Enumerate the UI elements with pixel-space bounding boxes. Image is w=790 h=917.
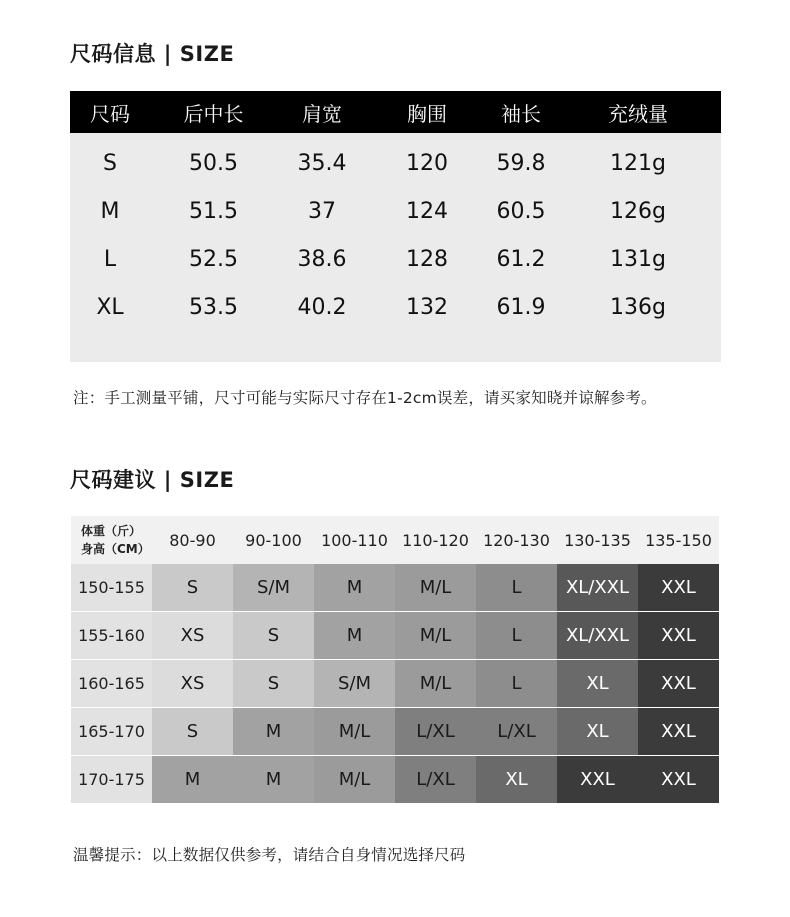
table-row — [71, 660, 719, 708]
header-shoulder: 肩宽 — [302, 101, 342, 126]
fill-weight-cell: 121g — [610, 150, 666, 176]
recommendation-header — [71, 516, 719, 564]
recommended-size-cell: XXL — [638, 756, 719, 803]
measurement-note: 注：手工测量平铺，尺寸可能与实际尺寸存在1-2cm误差，请买家知晓并谅解参考。 — [73, 389, 657, 407]
recommended-size-cell: S — [233, 612, 314, 659]
size-info-title: 尺码信息 | SIZE — [70, 42, 235, 66]
recommended-size-cell: M — [233, 708, 314, 755]
back-length-cell: 53.5 — [189, 294, 238, 320]
chest-cell: 132 — [406, 294, 448, 320]
table-row — [71, 612, 719, 660]
corner-label — [71, 522, 152, 558]
size-cell: M — [100, 198, 120, 224]
header-fill-weight: 充绒量 — [608, 101, 668, 126]
recommended-size-cell: L — [476, 660, 557, 707]
back-length-cell: 52.5 — [189, 246, 238, 272]
recommended-size-cell: M/L — [395, 612, 476, 659]
recommended-size-cell: XS — [152, 660, 233, 707]
sleeve-cell: 60.5 — [496, 198, 546, 224]
recommended-size-cell: XXL — [638, 708, 719, 755]
recommended-size-cell: XS — [152, 612, 233, 659]
sleeve-cell: 59.8 — [496, 150, 546, 176]
recommended-size-cell: XXL — [638, 612, 719, 659]
height-range-cell: 160-165 — [71, 660, 152, 707]
recommended-size-cell: L — [476, 564, 557, 611]
fill-weight-cell: 126g — [610, 198, 666, 224]
size-info-header — [70, 91, 721, 133]
fill-weight-cell: 131g — [610, 246, 666, 272]
tip-note: 温馨提示：以上数据仅供参考，请结合自身情况选择尺码 — [73, 846, 466, 864]
recommended-size-cell: XL — [476, 756, 557, 803]
recommended-size-cell: L — [476, 612, 557, 659]
height-range-cell: 150-155 — [71, 564, 152, 611]
recommended-size-cell: M/L — [395, 660, 476, 707]
recommended-size-cell: S — [233, 660, 314, 707]
recommended-size-cell: XXL — [638, 660, 719, 707]
header-back-length: 后中长 — [183, 101, 244, 126]
height-range-cell: 155-160 — [71, 612, 152, 659]
recommended-size-cell: XL/XXL — [557, 612, 638, 659]
height-axis-label: 身高（CM） — [81, 542, 150, 556]
chest-cell: 120 — [406, 150, 448, 176]
size-info-table — [70, 91, 721, 362]
recommended-size-cell: S/M — [314, 660, 395, 707]
recommended-size-cell: L/XL — [395, 708, 476, 755]
back-length-cell: 51.5 — [189, 198, 238, 224]
weight-header: 110-120 — [402, 530, 469, 550]
recommended-size-cell: S — [152, 564, 233, 611]
weight-header: 135-150 — [645, 530, 712, 550]
recommended-size-cell: L/XL — [395, 756, 476, 803]
table-row — [70, 283, 721, 331]
recommended-size-cell: M/L — [314, 756, 395, 803]
recommended-size-cell: M/L — [314, 708, 395, 755]
recommended-size-cell: XXL — [557, 756, 638, 803]
table-row — [70, 187, 721, 235]
shoulder-cell: 37 — [308, 198, 336, 224]
height-range-cell: 170-175 — [71, 756, 152, 803]
chest-cell: 128 — [406, 246, 448, 272]
back-length-cell: 50.5 — [189, 150, 238, 176]
size-recommendation-table — [71, 516, 719, 804]
recommended-size-cell: XL — [557, 660, 638, 707]
table-row — [70, 139, 721, 187]
recommended-size-cell: XXL — [638, 564, 719, 611]
table-row — [70, 235, 721, 283]
fill-weight-cell: 136g — [610, 294, 666, 320]
recommended-size-cell: M/L — [395, 564, 476, 611]
size-info-body — [70, 133, 721, 362]
recommended-size-cell: M — [152, 756, 233, 803]
shoulder-cell: 35.4 — [297, 150, 347, 176]
recommended-size-cell: XL/XXL — [557, 564, 638, 611]
shoulder-cell: 38.6 — [297, 246, 347, 272]
header-chest: 胸围 — [407, 101, 447, 126]
recommended-size-cell: M — [314, 612, 395, 659]
table-row — [71, 708, 719, 756]
weight-header: 100-110 — [321, 530, 388, 550]
weight-header: 80-90 — [169, 530, 216, 550]
size-cell: S — [103, 150, 117, 176]
sleeve-cell: 61.2 — [496, 246, 546, 272]
chest-cell: 124 — [406, 198, 448, 224]
weight-header: 90-100 — [245, 530, 302, 550]
recommended-size-cell: S/M — [233, 564, 314, 611]
height-range-cell: 165-170 — [71, 708, 152, 755]
recommended-size-cell: M — [233, 756, 314, 803]
size-cell: XL — [96, 294, 124, 320]
table-row — [71, 756, 719, 804]
weight-header: 120-130 — [483, 530, 550, 550]
weight-header: 130-135 — [564, 530, 631, 550]
recommended-size-cell: M — [314, 564, 395, 611]
recommended-size-cell: S — [152, 708, 233, 755]
weight-axis-label: 体重（斤） — [81, 524, 142, 538]
shoulder-cell: 40.2 — [297, 294, 347, 320]
recommended-size-cell: XL — [557, 708, 638, 755]
table-row — [71, 564, 719, 612]
sleeve-cell: 61.9 — [496, 294, 546, 320]
size-recommendation-title: 尺码建议 | SIZE — [70, 468, 235, 492]
header-sleeve: 袖长 — [501, 101, 541, 126]
size-cell: L — [103, 246, 117, 272]
header-size: 尺码 — [90, 101, 130, 126]
recommendation-body — [71, 564, 719, 804]
recommended-size-cell: L/XL — [476, 708, 557, 755]
